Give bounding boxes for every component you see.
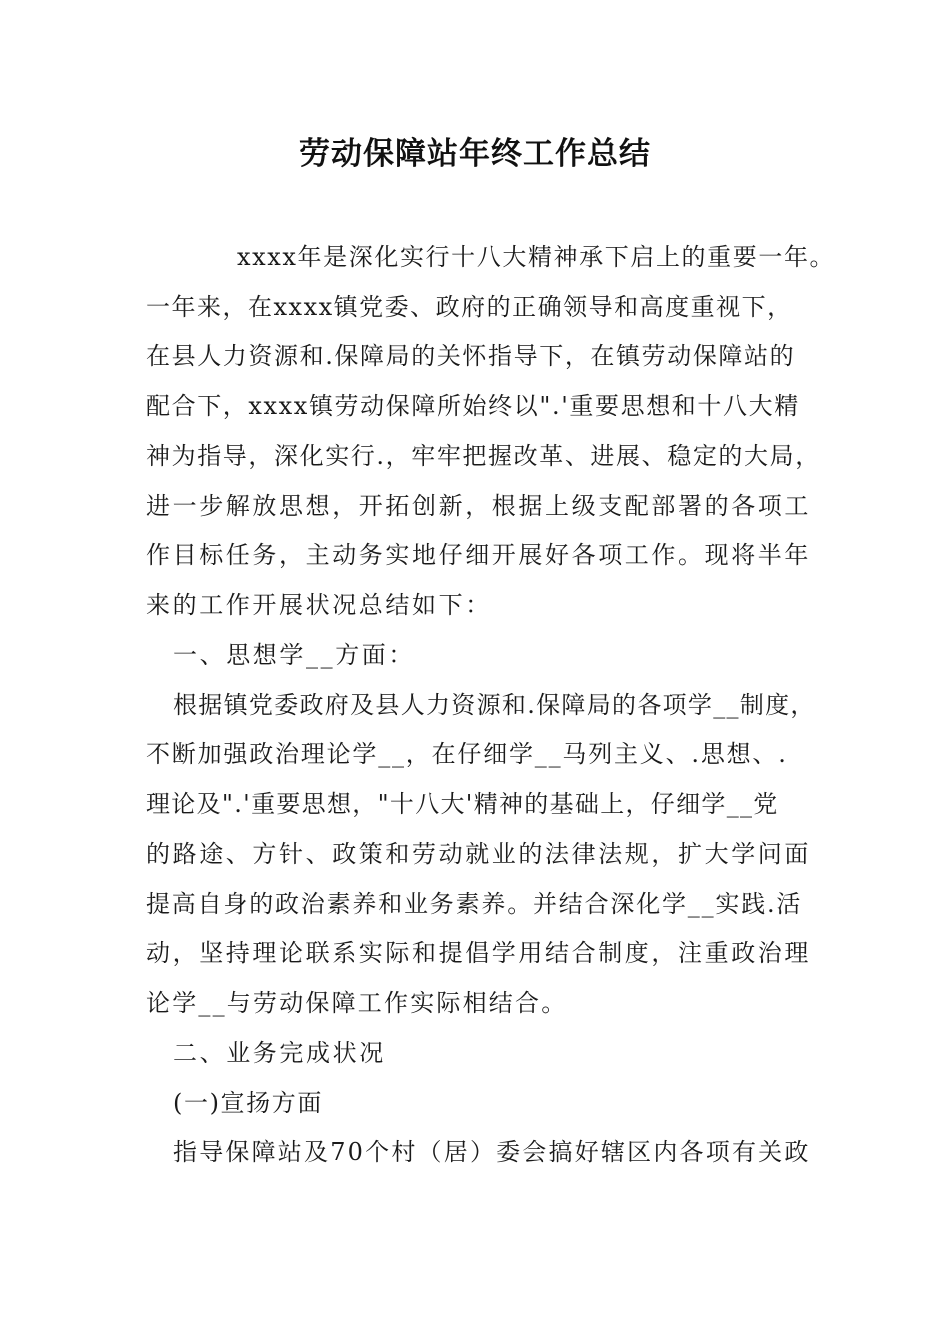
- paragraph-line: 提高自身的政治素养和业务素养。并结合深化学__实践.活: [146, 890, 803, 918]
- paragraph-line: 进一步解放思想，开拓创新，根据上级支配部署的各项工: [146, 492, 811, 520]
- paragraph-line: 的路途、方针、政策和劳动就业的法律法规，扩大学问面: [146, 840, 811, 868]
- paragraph-line: 指导保障站及70个村（居）委会搞好辖区内各项有关政: [173, 1138, 811, 1166]
- paragraph-line: 论学__与劳动保障工作实际相结合。: [146, 989, 568, 1017]
- section-heading: 一、思想学__方面：: [173, 641, 415, 669]
- paragraph-line: 神为指导，深化实行.，牢牢把握改革、进展、稳定的大局，: [146, 442, 821, 470]
- section-heading: 二、业务完成状况: [173, 1039, 386, 1067]
- paragraph-line: xxxx年是深化实行十八大精神承下启上的重要一年。: [237, 243, 836, 271]
- paragraph-line: 动，坚持理论联系实际和提倡学用结合制度，注重政治理: [146, 939, 811, 967]
- paragraph-line: 一年来，在xxxx镇党委、政府的正确领导和高度重视下，: [146, 293, 793, 321]
- paragraph-line: 根据镇党委政府及县人力资源和.保障局的各项学__制度，: [173, 691, 816, 719]
- subsection-heading: (一)宣扬方面: [173, 1089, 323, 1117]
- paragraph-line: 来的工作开展状况总结如下：: [146, 591, 492, 619]
- document-title: 劳动保障站年终工作总结: [299, 136, 651, 172]
- paragraph-line: 不断加强政治理论学__，在仔细学__马列主义、.思想、.: [146, 740, 788, 768]
- paragraph-line: 作目标任务，主动务实地仔细开展好各项工作。现将半年: [146, 541, 811, 569]
- paragraph-line: 理论及".'重要思想，"十八大'精神的基础上，仔细学__党: [146, 790, 779, 818]
- paragraph-line: 配合下，xxxx镇劳动保障所始终以".'重要思想和十八大精: [146, 392, 800, 420]
- paragraph-line: 在县人力资源和.保障局的关怀指导下，在镇劳动保障站的: [146, 342, 796, 370]
